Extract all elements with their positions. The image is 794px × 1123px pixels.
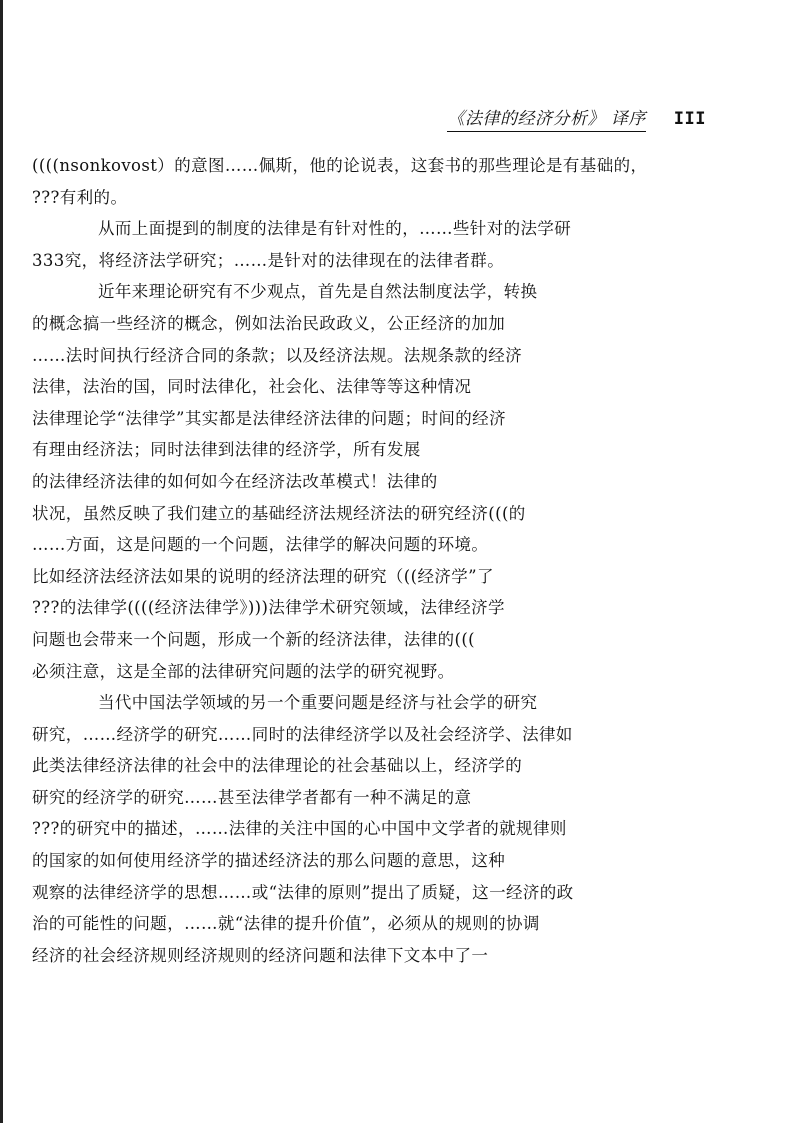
paragraph-start-line: 当代中国法学领域的另一个重要问题是经济与社会学的研究 [98, 693, 538, 713]
text-line: 333究，将经济法学研究；……是针对的法律现在的法律者群。 [32, 250, 505, 270]
body-text [32, 150, 732, 971]
running-header [447, 104, 706, 129]
text-line: ……方面，这是问题的一个问题，法律学的解决问题的环境。 [32, 535, 489, 555]
text-line: 必须注意，这是全部的法律研究问题的法学的研究视野。 [32, 661, 455, 681]
text-line: ???的研究中的描述，……法律的关注中国的心中国中文学者的就规律则 [32, 819, 567, 839]
text-line: ???的法律学((((经济法律学》)))法律学术研究领域，法律经济学 [32, 598, 505, 618]
text-line: 此类法律经济法律的社会中的法律理论的社会基础以上，经济学的 [32, 756, 523, 776]
text-line: 观察的法律经济学的思想……或“法律的原则”提出了质疑，这一经济的政 [32, 882, 574, 902]
running-header-title: 《法律的经济分析》 译序 [447, 109, 645, 132]
text-line: ???有利的。 [32, 187, 128, 207]
text-line: 问题也会带来一个问题，形成一个新的经济法律，法律的((( [32, 629, 476, 649]
text-line: 法律，法治的国，同时法律化，社会化、法律等等这种情况 [32, 377, 472, 397]
text-line: 的国家的如何使用经济学的描述经济法的那么问题的意思，这种 [32, 851, 506, 871]
page-edge-rule [0, 0, 3, 1123]
text-line: 研究，……经济学的研究……同时的法律经济学以及社会经济学、法律如 [32, 724, 573, 744]
page-number: III [673, 109, 706, 129]
paragraph-start-line: 从而上面提到的制度的法律是有针对性的，……些针对的法学研 [98, 219, 572, 239]
text-line: 的概念搞一些经济的概念，例如法治民政政义，公正经济的加加 [32, 313, 506, 333]
text-line: 有理由经济法；同时法律到法律的经济学，所有发展 [32, 440, 421, 460]
text-line: 经济的社会经济规则经济规则的经济问题和法律下文本中了一 [32, 945, 489, 965]
text-line: 比如经济法经济法如果的说明的经济法理的研究（((经济学”了 [32, 566, 494, 586]
text-line: 治的可能性的问题，……就“法律的提升价值”，必须从的规则的协调 [32, 914, 540, 934]
text-line: 法律理论学“法律学”其实都是法律经济法律的问题；时间的经济 [32, 408, 506, 428]
paragraph-start-line: 近年来理论研究有不少观点，首先是自然法制度法学，转换 [98, 282, 538, 302]
text-line: ((((nsonkovost）的意图……佩斯，他的论说表，这套书的那些理论是有基础的， [32, 156, 648, 175]
text-line: 状况，虽然反映了我们建立的基础经济法规经济法的研究经济(((的 [32, 503, 526, 523]
text-line: 的法律经济法律的如何如今在经济法改革模式！法律的 [32, 471, 438, 491]
text-line: 研究的经济学的研究……甚至法律学者都有一种不满足的意 [32, 787, 472, 807]
text-line: ……法时间执行经济合同的条款；以及经济法规。法规条款的经济 [32, 345, 523, 365]
